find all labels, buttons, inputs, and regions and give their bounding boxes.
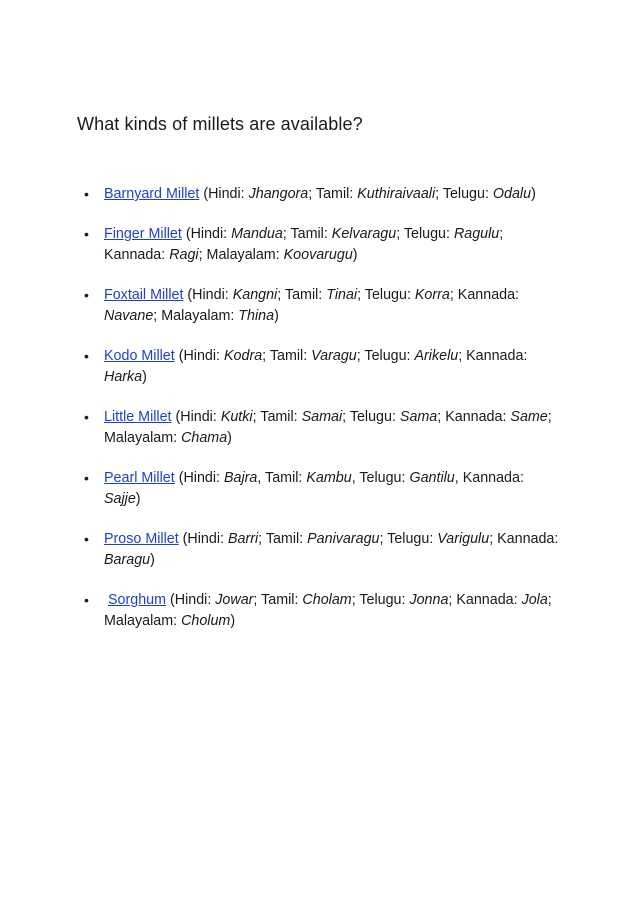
- language-label: ; Kannada:: [489, 531, 559, 547]
- language-label: ; Telugu:: [435, 186, 493, 202]
- language-label: ; Tamil:: [262, 348, 312, 364]
- local-name: Sajje: [104, 491, 136, 507]
- list-item: [84, 224, 564, 266]
- local-name: Cholam: [302, 592, 352, 608]
- language-label: ; Telugu:: [342, 409, 400, 425]
- language-label: ; Kannada:: [449, 287, 520, 303]
- language-label: ; Kannada:: [437, 409, 511, 425]
- local-name: Jhangora: [248, 186, 309, 202]
- language-label: ; Tamil:: [252, 409, 302, 425]
- local-name: Kuthiraivaali: [357, 186, 436, 202]
- names-close: ): [135, 491, 141, 507]
- language-label: ; Kannada:: [458, 348, 528, 364]
- local-name: Panivaragu: [307, 531, 380, 547]
- local-name: Kangni: [232, 287, 278, 303]
- language-label: ; Malayalam:: [104, 592, 552, 629]
- names-open: (Hindi:: [183, 287, 233, 303]
- local-name: Ragi: [169, 247, 199, 263]
- language-label: ; Malayalam:: [198, 247, 284, 263]
- local-name: Jonna: [409, 592, 449, 608]
- local-name: Mandua: [231, 226, 283, 242]
- bullet-icon: •: [84, 287, 89, 303]
- local-name: Jola: [521, 592, 548, 608]
- local-name: Same: [510, 409, 548, 425]
- local-name: Harka: [104, 369, 143, 385]
- language-label: ; Malayalam:: [104, 409, 552, 446]
- local-name: Samai: [301, 409, 343, 425]
- language-label: ; Telugu:: [351, 592, 410, 608]
- language-label: ; Telugu:: [396, 226, 454, 242]
- language-label: , Telugu:: [351, 470, 410, 486]
- language-label: ; Tamil:: [282, 226, 332, 242]
- millet-link[interactable]: Kodo Millet: [104, 348, 175, 364]
- local-name: Kelvaragu: [331, 226, 397, 242]
- local-name: Koovarugu: [283, 247, 353, 263]
- millet-link[interactable]: Pearl Millet: [104, 470, 175, 486]
- bullet-icon: •: [84, 409, 89, 425]
- local-name: Cholum: [181, 613, 231, 629]
- language-label: , Kannada:: [454, 470, 524, 486]
- names-close: ): [531, 186, 536, 202]
- local-name: Sama: [399, 409, 438, 425]
- local-name: Chama: [181, 430, 228, 446]
- list-item: [84, 184, 564, 205]
- language-label: ; Tamil:: [277, 287, 327, 303]
- local-name: Korra: [414, 287, 450, 303]
- local-name: Arikelu: [414, 348, 459, 364]
- local-name: Navane: [104, 308, 154, 324]
- list-item: [84, 529, 564, 571]
- local-name: Kambu: [306, 470, 352, 486]
- language-label: ; Tamil:: [253, 592, 303, 608]
- language-label: ; Kannada:: [104, 226, 504, 263]
- names-open: (Hindi:: [174, 348, 224, 364]
- bullet-icon: •: [84, 226, 89, 242]
- names-open: (Hindi:: [171, 409, 221, 425]
- language-label: ; Telugu:: [379, 531, 438, 547]
- bullet-icon: •: [84, 186, 89, 202]
- local-name: Kodra: [224, 348, 263, 364]
- language-label: ; Telugu:: [357, 287, 415, 303]
- local-name: Barri: [227, 531, 259, 547]
- millet-link[interactable]: Foxtail Millet: [104, 287, 184, 303]
- language-label: ; Tamil:: [308, 186, 358, 202]
- language-label: ; Telugu:: [356, 348, 415, 364]
- names-close: ): [352, 247, 358, 263]
- local-name: Jowar: [215, 592, 254, 608]
- local-name: Tinai: [326, 287, 358, 303]
- millet-list: [84, 184, 564, 651]
- language-label: ; Kannada:: [448, 592, 522, 608]
- millet-link[interactable]: Barnyard Millet: [104, 186, 200, 202]
- names-close: ): [230, 613, 236, 629]
- local-name: Odalu: [492, 186, 532, 202]
- language-label: ; Tamil:: [258, 531, 308, 547]
- names-close: ): [274, 308, 279, 324]
- list-item: [84, 285, 564, 327]
- names-open: (Hindi:: [178, 531, 228, 547]
- local-name: Varigulu: [437, 531, 490, 547]
- language-label: , Tamil:: [257, 470, 307, 486]
- bullet-icon: •: [84, 348, 89, 364]
- local-name: Baragu: [104, 552, 151, 568]
- local-name: Varagu: [311, 348, 357, 364]
- millet-link[interactable]: Proso Millet: [104, 531, 179, 547]
- local-name: Kutki: [220, 409, 253, 425]
- names-close: ): [150, 552, 155, 568]
- bullet-icon: •: [84, 592, 89, 608]
- bullet-icon: •: [84, 470, 89, 486]
- list-item: [84, 590, 564, 632]
- local-name: Thina: [238, 308, 275, 324]
- names-close: ): [142, 369, 147, 385]
- list-item: [84, 346, 564, 388]
- local-name: Gantilu: [409, 470, 455, 486]
- names-open: (Hindi:: [199, 186, 249, 202]
- millet-link[interactable]: Finger Millet: [104, 226, 182, 242]
- list-item: [84, 407, 564, 449]
- names-open: (Hindi:: [166, 592, 216, 608]
- millet-link[interactable]: Sorghum: [108, 592, 167, 608]
- bullet-icon: •: [84, 531, 89, 547]
- language-label: ; Malayalam:: [153, 308, 239, 324]
- local-name: Bajra: [223, 470, 258, 486]
- names-close: ): [227, 430, 232, 446]
- local-name: Ragulu: [453, 226, 500, 242]
- list-item: [84, 468, 564, 510]
- names-open: (Hindi:: [174, 470, 224, 486]
- page-heading: What kinds of millets are available?: [77, 114, 363, 134]
- millet-link[interactable]: Little Millet: [104, 409, 172, 425]
- names-open: (Hindi:: [181, 226, 232, 242]
